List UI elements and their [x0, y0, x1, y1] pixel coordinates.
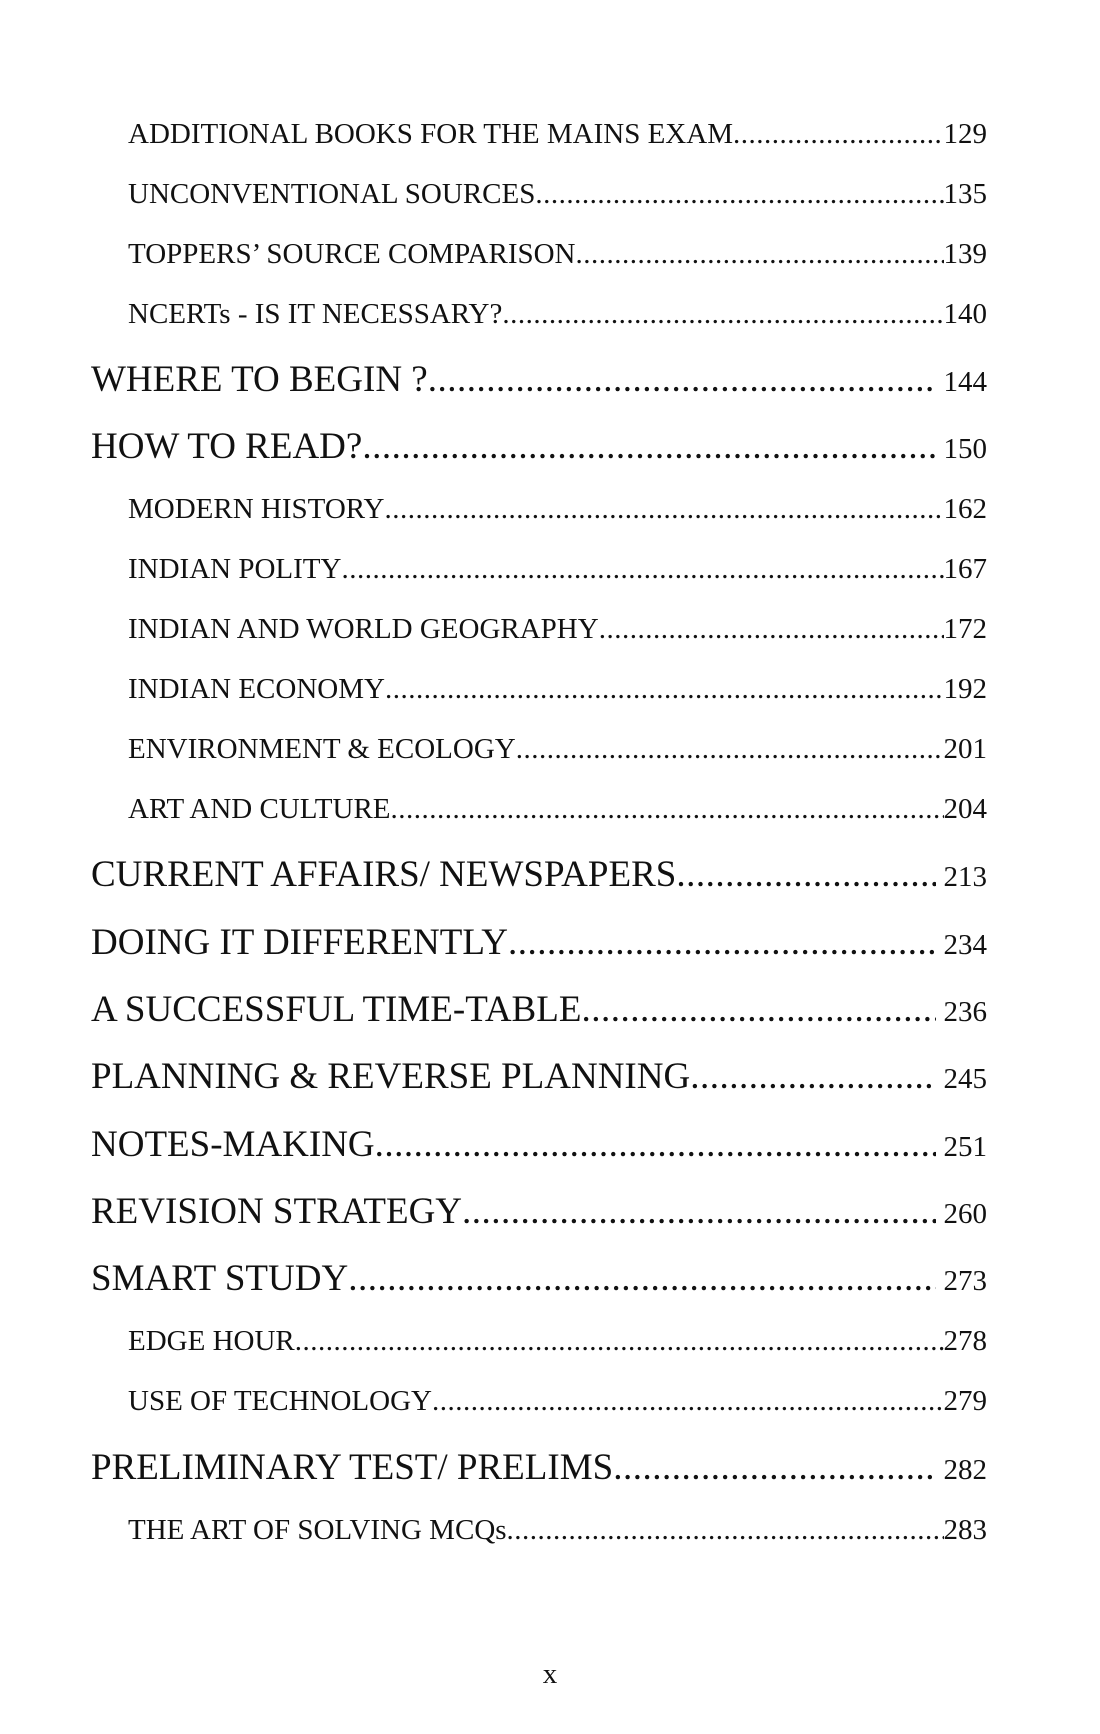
toc-entry[interactable] [128, 118, 987, 151]
toc-entry-title: INDIAN AND WORLD GEOGRAPHY [128, 613, 599, 645]
toc-entry-page: 236 [943, 996, 987, 1028]
toc-entry[interactable] [128, 673, 987, 706]
toc-entry[interactable] [128, 238, 987, 271]
dot-leader [516, 733, 944, 766]
dot-leader [733, 118, 944, 151]
toc-entry-page: 283 [943, 1514, 987, 1546]
toc-entry-title: INDIAN ECONOMY [128, 673, 385, 705]
dot-leader [391, 793, 944, 826]
toc-entry-title: NCERTs - IS IT NECESSARY? [128, 298, 503, 330]
toc-entry-title: REVISION STRATEGY [91, 1191, 463, 1232]
toc-entry[interactable] [128, 1514, 987, 1547]
toc-entry-page: 192 [943, 673, 987, 705]
toc-entry-page: 172 [943, 613, 987, 645]
toc-entry-title: ENVIRONMENT & ECOLOGY [128, 733, 516, 765]
dot-leader [385, 673, 944, 706]
toc-entry-page: 251 [943, 1131, 987, 1163]
toc-entry-page: 204 [943, 793, 987, 825]
dot-leader [362, 425, 935, 468]
toc-entry[interactable] [91, 425, 987, 468]
toc-entry-title: MODERN HISTORY [128, 493, 385, 525]
toc-entry-page: 279 [943, 1385, 987, 1417]
toc-entry-title: SMART STUDY [91, 1258, 349, 1299]
dot-leader [348, 1257, 935, 1300]
dot-leader [508, 921, 936, 964]
dot-leader [384, 493, 943, 526]
toc-entry-title: THE ART OF SOLVING MCQs [128, 1514, 507, 1546]
toc-entry-title: NOTES-MAKING [91, 1124, 375, 1165]
toc-entry-title: A SUCCESSFUL TIME-TABLE [91, 989, 582, 1030]
toc-entry[interactable] [91, 1190, 987, 1233]
dot-leader [462, 1190, 935, 1233]
toc-entry-page: 282 [943, 1454, 987, 1486]
dot-leader [599, 613, 944, 646]
toc-entry-title: ART AND CULTURE [128, 793, 391, 825]
toc-entry-page: 260 [943, 1198, 987, 1230]
toc-entry[interactable] [128, 178, 987, 211]
toc-entry[interactable] [91, 853, 987, 896]
toc-entry[interactable] [91, 1123, 987, 1166]
toc-entry[interactable] [128, 1325, 987, 1358]
toc-entry-page: 167 [943, 553, 987, 585]
toc-entry-title: INDIAN POLITY [128, 553, 342, 585]
toc-entry-page: 234 [943, 929, 987, 961]
dot-leader [676, 853, 935, 896]
toc-entry-title: DOING IT DIFFERENTLY [91, 922, 508, 963]
toc-entry[interactable] [128, 613, 987, 646]
dot-leader [576, 238, 944, 271]
page-number-footer: x [542, 1658, 558, 1690]
toc-entry-page: 139 [943, 238, 987, 270]
dot-leader [535, 178, 943, 211]
toc-entry[interactable] [128, 298, 987, 331]
dot-leader [432, 1385, 944, 1418]
toc-entry-page: 245 [943, 1063, 987, 1095]
toc-entry[interactable] [91, 1446, 987, 1489]
toc-entry-title: WHERE TO BEGIN ? [91, 359, 428, 400]
dot-leader [613, 1446, 935, 1489]
toc-entry-title: HOW TO READ? [91, 426, 363, 467]
toc-entry-title: ADDITIONAL BOOKS FOR THE MAINS EXAM [128, 118, 733, 150]
dot-leader [428, 358, 936, 401]
toc-entry-page: 162 [943, 493, 987, 525]
dot-leader [690, 1055, 935, 1098]
toc-entry-title: TOPPERS’ SOURCE COMPARISON [128, 238, 576, 270]
toc-entry-page: 213 [943, 861, 987, 893]
toc-entry[interactable] [91, 988, 987, 1031]
dot-leader [502, 298, 943, 331]
toc-entry-title: UNCONVENTIONAL SOURCES [128, 178, 536, 210]
toc-entry-title: EDGE HOUR [128, 1325, 295, 1357]
toc-entry-page: 135 [943, 178, 987, 210]
toc-entry-title: PLANNING & REVERSE PLANNING [91, 1056, 691, 1097]
toc-entry-title: USE OF TECHNOLOGY [128, 1385, 432, 1417]
dot-leader [581, 988, 935, 1031]
toc-entry-page: 273 [943, 1265, 987, 1297]
toc-entry-page: 129 [943, 118, 987, 150]
toc-entry[interactable] [128, 553, 987, 586]
toc-entry-page: 144 [943, 366, 987, 398]
toc-entry[interactable] [91, 921, 987, 964]
toc-entry-title: PRELIMINARY TEST/ PRELIMS [91, 1447, 614, 1488]
toc-entry-page: 278 [943, 1325, 987, 1357]
toc-entry[interactable] [128, 493, 987, 526]
toc-entry[interactable] [128, 793, 987, 826]
dot-leader [295, 1325, 944, 1358]
toc-entry[interactable] [91, 358, 987, 401]
dot-leader [507, 1514, 944, 1547]
dot-leader [375, 1123, 936, 1166]
dot-leader [341, 553, 943, 586]
toc-entry-title: CURRENT AFFAIRS/ NEWSPAPERS [91, 854, 677, 895]
toc-entry[interactable] [128, 1385, 987, 1418]
toc-entry-page: 140 [943, 298, 987, 330]
toc-entry[interactable] [128, 733, 987, 766]
toc-entry[interactable] [91, 1257, 987, 1300]
toc-entry[interactable] [91, 1055, 987, 1098]
toc-entry-page: 150 [943, 433, 987, 465]
toc-entry-page: 201 [943, 733, 987, 765]
